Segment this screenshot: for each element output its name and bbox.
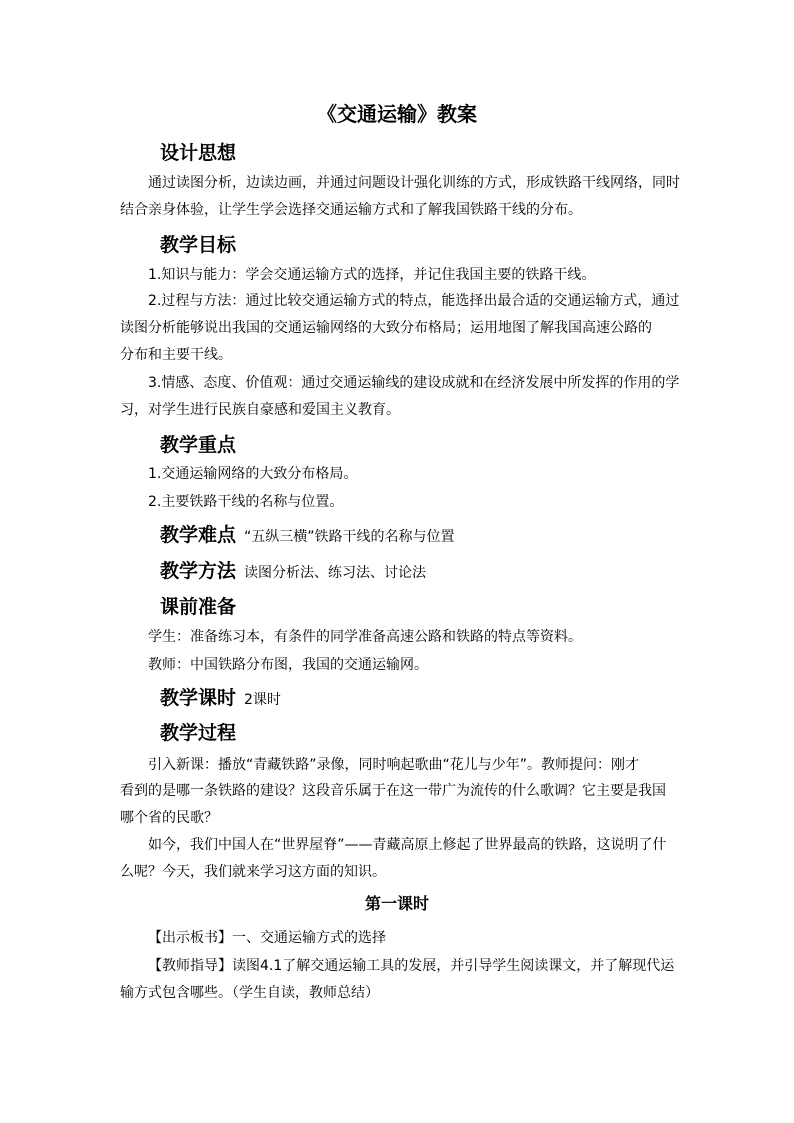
process-line-1: 引入新课：播放“青藏铁路”录像，同时响起歌曲“花儿与少年”。教师提问：刚才 — [148, 757, 640, 773]
design-line-2: 结合亲身体验，让学生学会选择交通运输方式和了解我国铁路干线的分布。 — [120, 202, 582, 218]
heading-process: 教学过程 — [160, 722, 237, 744]
process-line-5: 么呢？今天，我们就来学习这方面的知识。 — [120, 864, 386, 880]
process-line-2: 看到的是哪一条铁路的建设？这段音乐属于在这一带广为流传的什么歌调？它主要是我国 — [120, 783, 666, 799]
prep-line-2: 教师：中国铁路分布图，我国的交通运输网。 — [148, 657, 428, 673]
method-text: 读图分析法、练习法、讨论法 — [244, 565, 427, 581]
prep-line-1: 学生：准备练习本，有条件的同学准备高速公路和铁路的特点等资料。 — [148, 629, 582, 645]
lesson1-heading: 第一课时 — [364, 894, 429, 913]
goals-line-2: 2.过程与方法：通过比较交通运输方式的特点，能选择出最合适的交通运输方式，通过 — [148, 293, 680, 309]
lesson1-line-3: 输方式包含哪些。（学生自读，教师总结） — [120, 985, 379, 1001]
method-label: 教学方法 — [160, 560, 237, 582]
lesson1-line-2: 【教师指导】读图4.1了解交通运输工具的发展，并引导学生阅读课文，并了解现代运 — [148, 958, 675, 974]
heading-goals: 教学目标 — [160, 234, 237, 256]
hours-label: 教学课时 — [160, 687, 237, 709]
difficulty-label: 教学难点 — [160, 524, 237, 546]
heading-design: 设计思想 — [160, 142, 237, 164]
heading-difficulty — [160, 520, 455, 547]
hours-text: 2课时 — [244, 692, 281, 708]
goals-line-1: 1.知识与能力：学会交通运输方式的选择，并记住我国主要的铁路干线。 — [148, 267, 596, 283]
goals-line-4: 分布和主要干线。 — [120, 347, 232, 363]
heading-key: 教学重点 — [160, 434, 237, 456]
key-line-2: 2.主要铁路干线的名称与位置。 — [148, 494, 344, 510]
heading-method — [160, 556, 426, 583]
heading-prep: 课前准备 — [160, 596, 237, 618]
difficulty-text: “五纵三横”铁路干线的名称与位置 — [244, 529, 455, 545]
goals-line-3: 读图分析能够说出我国的交通运输网络的大致分布格局；运用地图了解我国高速公路的 — [120, 320, 652, 336]
goals-line-6: 习，对学生进行民族自豪感和爱国主义教育。 — [120, 402, 400, 418]
design-line-1: 通过读图分析，边读边画，并通过问题设计强化训练的方式，形成铁路干线网络，同时 — [148, 175, 680, 191]
process-line-4: 如今，我们中国人在“世界屋脊”——青藏高原上修起了世界最高的铁路，这说明了什 — [148, 837, 667, 853]
key-line-1: 1.交通运输网络的大致分布格局。 — [148, 466, 358, 482]
heading-hours — [160, 683, 281, 710]
document-title: 《交通运输》教案 — [317, 102, 477, 126]
lesson1-line-1: 【出示板书】一、交通运输方式的选择 — [148, 930, 386, 946]
goals-line-5: 3.情感、态度、价值观：通过交通运输线的建设成就和在经济发展中所发挥的作用的学 — [148, 375, 680, 391]
process-line-3: 哪个省的民歌？ — [120, 810, 218, 826]
